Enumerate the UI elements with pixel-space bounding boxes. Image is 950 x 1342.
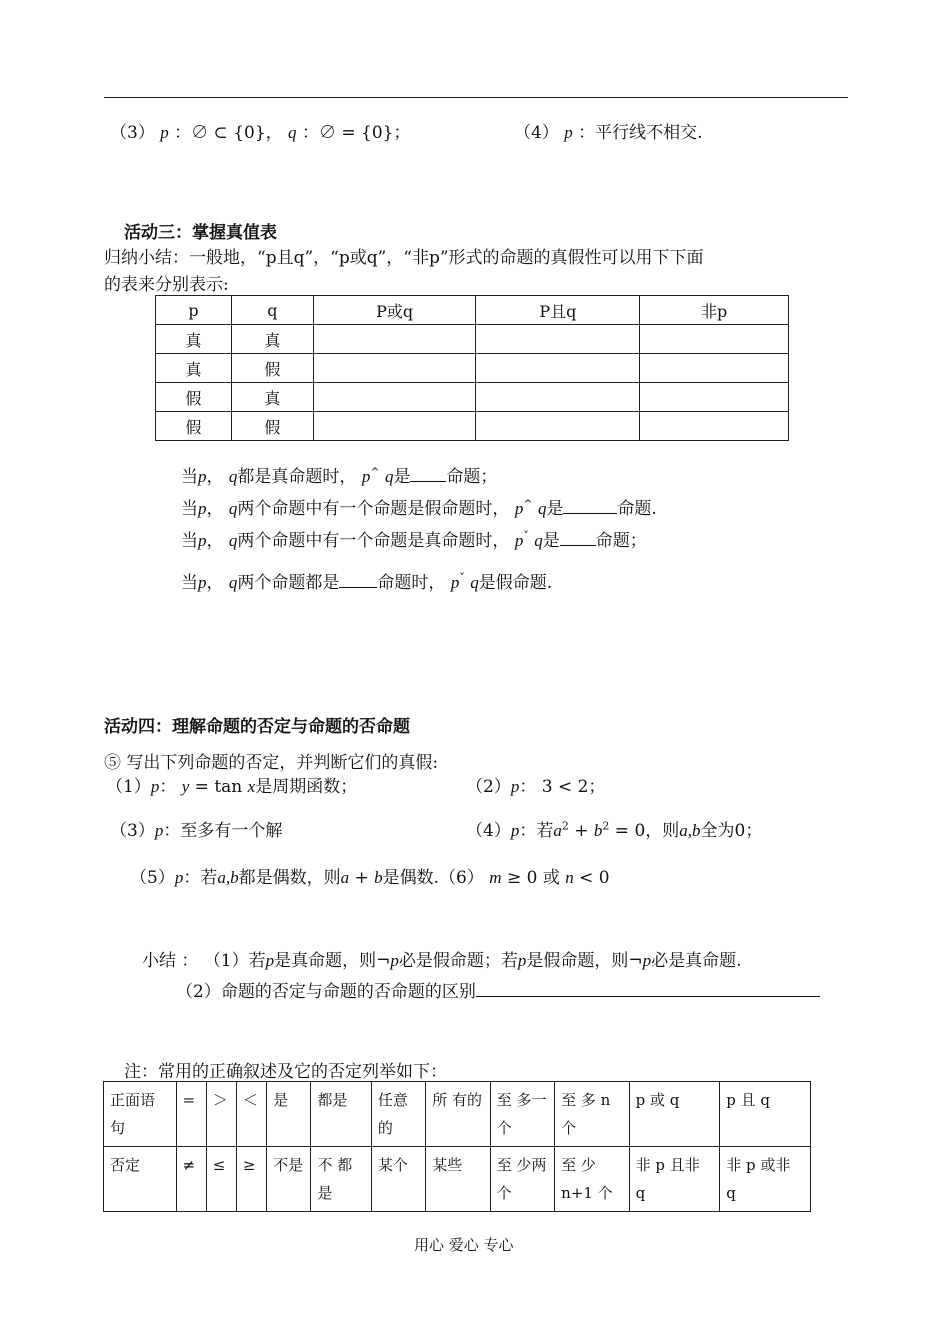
problem-1: （1）p： y = tan x是周期函数； <box>106 777 358 797</box>
table-row <box>156 325 789 354</box>
summary-line-1: 归纳小结：一般地，“p且q”，“p或q”，“非p”形式的命题的真假性可以用下下面 <box>104 248 704 268</box>
sentence-4: 当p， q两个命题都是 命题时， p˅ q是假命题. <box>181 571 553 593</box>
statement-text: ：平行线不相交. <box>578 123 703 143</box>
table-cell: 假 <box>231 412 313 441</box>
sentence-3: 当p， q两个命题中有一个命题是真命题时， p˅ q是 命题； <box>181 529 647 551</box>
summary-line-2: （2）命题的否定与命题的否命题的区别 <box>176 977 820 1002</box>
table-cell: 否定 <box>104 1147 177 1212</box>
item-label: （4） <box>514 123 559 143</box>
var-q: q <box>288 123 297 142</box>
answer-blank[interactable] <box>339 571 377 588</box>
table-cell: ≥ <box>236 1147 266 1212</box>
header-cell: q <box>231 296 313 325</box>
table-cell <box>313 354 476 383</box>
table-cell: 都是 <box>311 1082 371 1147</box>
answer-blank[interactable] <box>476 980 820 997</box>
item-label: （3） <box>110 123 155 143</box>
table-cell: 至 多 n 个 <box>555 1082 630 1147</box>
table-cell <box>476 383 640 412</box>
table-cell: ≠ <box>176 1147 206 1212</box>
table-cell: 真 <box>156 325 232 354</box>
header-cell: p <box>156 296 232 325</box>
table-cell <box>640 412 789 441</box>
table-cell: 真 <box>231 325 313 354</box>
summary-line-2: 的表来分别表示: <box>104 275 229 295</box>
header-rule <box>104 97 848 98</box>
table-cell: 假 <box>231 354 313 383</box>
table-cell: 某个 <box>371 1147 425 1212</box>
table-cell: ＞ <box>206 1082 236 1147</box>
table-cell: 正面语句 <box>104 1082 177 1147</box>
table-cell: 假 <box>156 383 232 412</box>
table-cell <box>313 383 476 412</box>
problem-4: （4）p：若$a^2 + b^2 = 0$，则a,b全为0； <box>466 819 763 841</box>
table-cell: 不 都是 <box>311 1147 371 1212</box>
problem-5-6: （5）p：若a,b都是偶数，则a + b是偶数.（6） m ≥ 0 或 n < 0 <box>130 868 610 888</box>
table-cell <box>640 354 789 383</box>
table-cell: 非 p 或非 q <box>720 1147 811 1212</box>
table-cell: = <box>176 1082 206 1147</box>
table-cell <box>313 325 476 354</box>
table-row <box>156 412 789 441</box>
activity4-instruction: ⑤ 写出下列命题的否定，并判断它们的真假: <box>104 753 439 773</box>
table-row <box>104 1147 811 1212</box>
statement-text: ：∅ ⊂ {0}， <box>174 123 283 143</box>
table-cell <box>313 412 476 441</box>
truth-table <box>155 295 789 441</box>
table-row <box>156 354 789 383</box>
problem-3: （3）p：至多有一个解 <box>110 821 283 841</box>
activity3-title: 活动三：掌握真值表 <box>124 223 277 243</box>
table-header-row <box>156 296 789 325</box>
var-p: p <box>160 123 169 142</box>
table-cell: 真 <box>156 354 232 383</box>
table-cell: 非 p 且非 q <box>629 1147 720 1212</box>
problem-2: （2）p： 3 < 2； <box>466 777 606 797</box>
table-cell: 不是 <box>267 1147 311 1212</box>
var-p: p <box>564 123 573 142</box>
activity4-title: 活动四：理解命题的否定与命题的否命题 <box>104 717 410 737</box>
table-cell: 是 <box>267 1082 311 1147</box>
table-cell <box>640 383 789 412</box>
negation-table <box>103 1081 811 1212</box>
sentence-2: 当p， q两个命题中有一个命题是假命题时， p^ q是 命题. <box>181 497 657 519</box>
table-cell: ≤ <box>206 1147 236 1212</box>
answer-blank[interactable] <box>563 497 617 514</box>
item3-line <box>110 118 410 143</box>
table-cell: 任意的 <box>371 1082 425 1147</box>
table-cell: 假 <box>156 412 232 441</box>
header-cell: 非p <box>640 296 789 325</box>
table-cell: 至 少两个 <box>490 1147 554 1212</box>
table-cell: p 或 q <box>629 1082 720 1147</box>
table-cell: 所 有的 <box>426 1082 490 1147</box>
table-row <box>156 383 789 412</box>
table-cell: p 且 q <box>720 1082 811 1147</box>
summary-line-1: 小结 ： （1）若p是真命题，则¬p必是假命题；若p是假命题，则¬p必是真命题. <box>142 951 742 971</box>
answer-blank[interactable] <box>560 529 596 546</box>
note-title: 注：常用的正确叙述及它的否定列举如下： <box>124 1062 447 1082</box>
table-cell: 至 少 n+1 个 <box>555 1147 630 1212</box>
table-cell <box>640 325 789 354</box>
header-cell: P且q <box>476 296 640 325</box>
table-cell: 真 <box>231 383 313 412</box>
table-cell <box>476 412 640 441</box>
answer-blank[interactable] <box>410 465 446 482</box>
item4-line <box>514 118 703 143</box>
sentence-1: 当p， q都是真命题时， p^ q是 命题； <box>181 465 498 487</box>
statement-text: ：∅ = {0}； <box>301 123 411 143</box>
table-row <box>104 1082 811 1147</box>
table-cell: 某些 <box>426 1147 490 1212</box>
table-cell <box>476 354 640 383</box>
table-cell <box>476 325 640 354</box>
table-cell: ＜ <box>236 1082 266 1147</box>
page-footer: 用心 爱心 专心 <box>414 1236 514 1254</box>
table-cell: 至 多一个 <box>490 1082 554 1147</box>
header-cell: P或q <box>313 296 476 325</box>
